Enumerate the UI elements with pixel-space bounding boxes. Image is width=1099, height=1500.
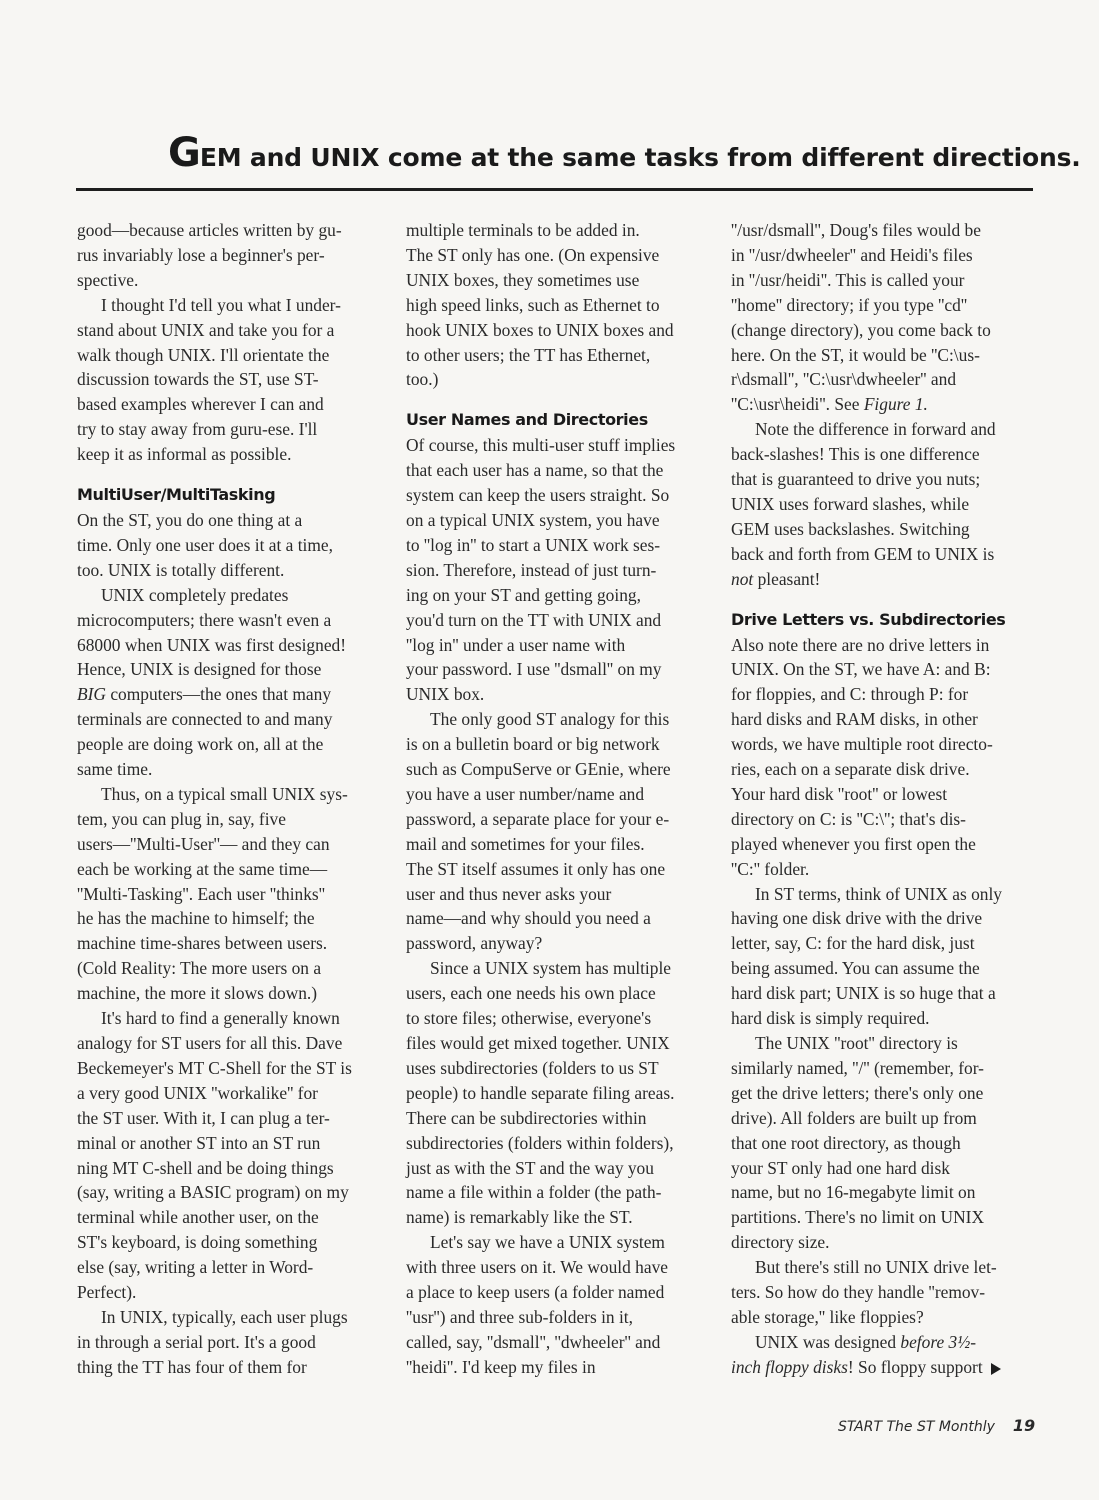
text-line: analogy for ST users for all this. Dave <box>77 1033 343 1053</box>
text-line: words, we have multiple root directo- <box>731 734 993 755</box>
text-line: back-slashes! This is one difference <box>731 444 980 465</box>
text-line: 68000 when UNIX was first designed! <box>77 634 347 655</box>
text-line: Of course, this multi-user stuff implies <box>406 435 676 456</box>
text-line: subdirectories (folders within folders), <box>406 1132 674 1153</box>
text-line: in through a serial port. It's a good <box>77 1331 316 1352</box>
text-line: try to stay away from guru-ese. I'll <box>77 419 318 440</box>
text-line: Perfect). <box>77 1282 137 1303</box>
text-line: Hence, UNIX is designed for those <box>77 659 322 680</box>
text-line: he has the machine to himself; the <box>77 908 315 929</box>
paragraph <box>731 882 1036 1031</box>
text-line: On the ST, you do one thing at a <box>77 509 303 530</box>
text-line: your ST only had one hard disk <box>731 1157 950 1178</box>
text-line: directory size. <box>731 1232 830 1253</box>
text-line: in ''/usr/heidi''. This is called your <box>731 269 965 290</box>
headline-text: EM and UNIX come at the same tasks from different directions. <box>199 143 1081 172</box>
text-line: just as with the ST and the way you <box>406 1157 654 1178</box>
text-line: UNIX boxes, they sometimes use <box>406 269 640 290</box>
paragraph <box>406 218 716 392</box>
text-line: having one disk drive with the drive <box>731 908 983 929</box>
text-line: ''Multi-Tasking''. Each user ''thinks'' <box>77 883 325 904</box>
text-line: such as CompuServe or GEnie, where <box>406 759 671 780</box>
text-line: to ''log in'' to start a UNIX work ses- <box>406 534 661 555</box>
text-line: (say, writing a BASIC program) on my <box>77 1182 349 1203</box>
text-line: It's hard to find a generally known <box>101 1008 340 1029</box>
italic-text: BIG <box>77 684 106 705</box>
text-line: Also note there are no drive letters in <box>731 634 990 655</box>
text-line: GEM uses backslashes. Switching <box>731 518 970 539</box>
text-line: spective. <box>77 269 139 290</box>
text-line: hook UNIX boxes to UNIX boxes and <box>406 319 674 340</box>
paragraph <box>77 1305 387 1380</box>
paragraph <box>731 1031 1036 1255</box>
text-line: drive). All folders are built up from <box>731 1107 977 1128</box>
text-line: I thought I'd tell you what I under- <box>101 294 341 315</box>
text-line: password, a separate place for your e- <box>406 808 670 829</box>
text-line: In UNIX, typically, each user plugs <box>101 1306 348 1327</box>
text-line: machine, the more it slows down.) <box>77 983 318 1004</box>
text-line: Beckemeyer's MT C-Shell for the ST is <box>77 1057 352 1078</box>
section-heading-drive-letters: Drive Letters vs. Subdirectories <box>731 609 1006 629</box>
text-line: to store files; otherwise, everyone's <box>406 1008 652 1029</box>
paragraph <box>406 1230 716 1379</box>
text-line: r\dsmall'', ''C:\usr\dwheeler'' and <box>731 369 957 390</box>
paragraph <box>731 417 1036 591</box>
text-line: keep it as informal as possible. <box>77 444 292 465</box>
text-line: machine time-shares between users. <box>77 933 328 954</box>
text-line: Since a UNIX system has multiple <box>430 958 672 979</box>
paragraph <box>77 782 387 1006</box>
text-line: too. UNIX is totally different. <box>77 559 285 580</box>
footer-magazine: START The ST Monthly <box>838 1419 995 1435</box>
text-line: with three users on it. We would have <box>406 1257 668 1278</box>
text-line <box>731 392 1036 417</box>
column-2 <box>406 218 716 1380</box>
text-line: discussion towards the ST, use ST- <box>77 369 319 390</box>
text-line: system can keep the users straight. So <box>406 485 670 506</box>
text-line: The UNIX ''root'' directory is <box>755 1033 958 1053</box>
italic-text: inch floppy disks <box>731 1356 848 1377</box>
text-line: uses subdirectories (folders to us ST <box>406 1057 659 1078</box>
figure-reference: Figure 1. <box>863 394 928 415</box>
text-line: UNIX uses forward slashes, while <box>731 493 970 514</box>
text-line: high speed links, such as Ethernet to <box>406 294 660 315</box>
text-line: thing the TT has four of them for <box>77 1356 307 1377</box>
paragraph <box>731 218 1036 417</box>
paragraph <box>77 508 387 583</box>
text-line: too.) <box>406 369 439 390</box>
paragraph <box>406 956 716 1230</box>
text-line: Note the difference in forward and <box>755 419 996 440</box>
text-line: users, each one needs his own place <box>406 983 656 1004</box>
text-line: the ST user. With it, I can plug a ter- <box>77 1107 330 1128</box>
text-line: each be working at the same time— <box>77 858 328 879</box>
text-line: But there's still no UNIX drive let- <box>755 1257 997 1278</box>
text-line: directory on C: is ''C:\''; that's dis- <box>731 808 966 829</box>
paragraph <box>77 583 387 782</box>
text-line: name—and why should you need a <box>406 908 651 929</box>
text-line: ''heidi''. I'd keep my files in <box>406 1356 596 1377</box>
text-line <box>77 682 387 707</box>
text-line: get the drive letters; there's only one <box>731 1082 984 1103</box>
text-line: your password. I use ''dsmall'' on my <box>406 659 662 680</box>
text-line: name, but no 16-megabyte limit on <box>731 1182 976 1203</box>
text-line: a place to keep users (a folder named <box>406 1282 665 1303</box>
text-line: time. Only one user does it at a time, <box>77 534 333 555</box>
text-line: password, anyway? <box>406 933 543 954</box>
text-line: people are doing work on, all at the <box>77 734 324 755</box>
text-line: ''log in'' under a user name with <box>406 634 626 655</box>
italic-text: not <box>731 568 754 589</box>
text-line: hard disk is simply required. <box>731 1008 930 1029</box>
text-line: users—''Multi-User''— and they can <box>77 833 330 854</box>
text-line: There can be subdirectories within <box>406 1107 647 1128</box>
text-line: similarly named, ''/'' (remember, for- <box>731 1057 984 1078</box>
text-line: ''home'' directory; if you type ''cd'' <box>731 294 968 315</box>
continue-arrow-icon <box>991 1363 1001 1375</box>
headline <box>168 130 1081 178</box>
text-line: name) is remarkably like the ST. <box>406 1207 633 1228</box>
text-line: ''/usr/dsmall'', Doug's files would be <box>731 220 981 240</box>
text-line: ST's keyboard, is doing something <box>77 1232 318 1253</box>
paragraph <box>77 218 387 293</box>
text-line: microcomputers; there wasn't even a <box>77 609 332 630</box>
text-line: in ''/usr/dwheeler'' and Heidi's files <box>731 244 973 265</box>
text-run: computers—the ones that many <box>105 684 332 705</box>
text-line: else (say, writing a letter in Word- <box>77 1257 314 1278</box>
text-line: minal or another ST into an ST run <box>77 1132 321 1153</box>
text-line: played whenever you first open the <box>731 833 976 854</box>
text-line: UNIX completely predates <box>101 584 289 605</box>
text-line: that is guaranteed to drive you nuts; <box>731 469 981 490</box>
text-line: rus invariably lose a beginner's per- <box>77 244 325 265</box>
headline-dropcap: G <box>168 130 200 176</box>
text-line: UNIX. On the ST, we have A: and B: <box>731 659 991 680</box>
text-line: that one root directory, as though <box>731 1132 961 1153</box>
page-number: 19 <box>1012 1416 1036 1435</box>
column-3 <box>731 218 1036 1380</box>
text-run: UNIX was designed <box>755 1331 901 1352</box>
paragraph <box>731 1255 1036 1330</box>
text-line: ning MT C-shell and be doing things <box>77 1157 334 1178</box>
section-heading-multiuser: MultiUser/MultiTasking <box>77 485 276 505</box>
text-line: for floppies, and C: through P: for <box>731 684 969 705</box>
text-line: hard disks and RAM disks, in other <box>731 709 978 730</box>
text-line: hard disk part; UNIX is so huge that a <box>731 983 996 1004</box>
text-line: is on a bulletin board or big network <box>406 734 660 755</box>
text-line: able storage,'' like floppies? <box>731 1306 924 1327</box>
paragraph-last-line-1 <box>731 1330 1036 1355</box>
text-run: ! So floppy support <box>847 1356 983 1377</box>
text-line: here. On the ST, it would be ''C:\us- <box>731 344 980 365</box>
italic-text: before 3½- <box>900 1331 977 1352</box>
text-line: that each user has a name, so that the <box>406 460 664 481</box>
text-line: ters. So how do they handle ''remov- <box>731 1282 986 1303</box>
text-line <box>731 567 1036 592</box>
text-line: tem, you can plug in, say, five <box>77 808 286 829</box>
paragraph-last-line-2 <box>731 1355 1036 1380</box>
text-line: same time. <box>77 759 153 780</box>
text-line: The only good ST analogy for this <box>430 709 670 730</box>
text-line: stand about UNIX and take you for a <box>77 319 335 340</box>
text-line: UNIX box. <box>406 684 485 705</box>
text-line: (Cold Reality: The more users on a <box>77 958 322 979</box>
paragraph <box>406 707 716 956</box>
text-line: name a file within a folder (the path- <box>406 1182 662 1203</box>
text-line: mail and sometimes for your files. <box>406 833 645 854</box>
text-line: ing on your ST and getting going, <box>406 584 641 605</box>
column-1 <box>77 218 387 1380</box>
text-line: The ST itself assumes it only has one <box>406 858 666 879</box>
text-line: called, say, ''dsmall'', ''dwheeler'' and <box>406 1331 661 1352</box>
text-line: partitions. There's no limit on UNIX <box>731 1207 985 1228</box>
section-heading-user-names: User Names and Directories <box>406 410 648 430</box>
text-line: based examples wherever I can and <box>77 394 324 415</box>
text-line: walk though UNIX. I'll orientate the <box>77 344 330 365</box>
text-run: pleasant! <box>753 568 821 589</box>
text-line: In ST terms, think of UNIX as only <box>755 883 1002 904</box>
paragraph <box>406 433 716 707</box>
text-line: being assumed. You can assume the <box>731 958 980 979</box>
headline-rule <box>76 188 1033 191</box>
text-line: terminals are connected to and many <box>77 709 333 730</box>
text-line: a very good UNIX ''workalike'' for <box>77 1082 318 1103</box>
page-footer <box>838 1416 1035 1435</box>
text-line: (change directory), you come back to <box>731 319 991 340</box>
text-line: Let's say we have a UNIX system <box>430 1232 665 1253</box>
text-line: you have a user number/name and <box>406 783 645 804</box>
text-line: good—because articles written by gu- <box>77 220 342 240</box>
text-line: terminal while another user, on the <box>77 1207 319 1228</box>
text-line: user and thus never asks your <box>406 883 612 904</box>
text-line: ries, each on a separate disk drive. <box>731 759 970 780</box>
paragraph <box>731 633 1036 882</box>
text-run: ''C:\usr\heidi''. See <box>731 394 864 415</box>
text-line: Thus, on a typical small UNIX sys- <box>101 783 348 804</box>
text-line: files would get mixed together. UNIX <box>406 1033 670 1053</box>
text-line: letter, say, C: for the hard disk, just <box>731 933 975 954</box>
text-line: people) to handle separate filing areas. <box>406 1082 675 1103</box>
text-line: on a typical UNIX system, you have <box>406 509 660 530</box>
text-line: sion. Therefore, instead of just turn- <box>406 559 657 580</box>
text-line: you'd turn on the TT with UNIX and <box>406 609 662 630</box>
text-line: back and forth from GEM to UNIX is <box>731 543 995 564</box>
text-line: to other users; the TT has Ethernet, <box>406 344 651 365</box>
text-line: Your hard disk ''root'' or lowest <box>731 783 948 804</box>
text-line: ''usr'') and three sub-folders in it, <box>406 1306 633 1327</box>
text-line: multiple terminals to be added in. <box>406 220 640 240</box>
text-line: The ST only has one. (On expensive <box>406 244 660 265</box>
paragraph <box>77 1006 387 1305</box>
text-line: ''C:'' folder. <box>731 858 810 879</box>
paragraph <box>77 293 387 467</box>
